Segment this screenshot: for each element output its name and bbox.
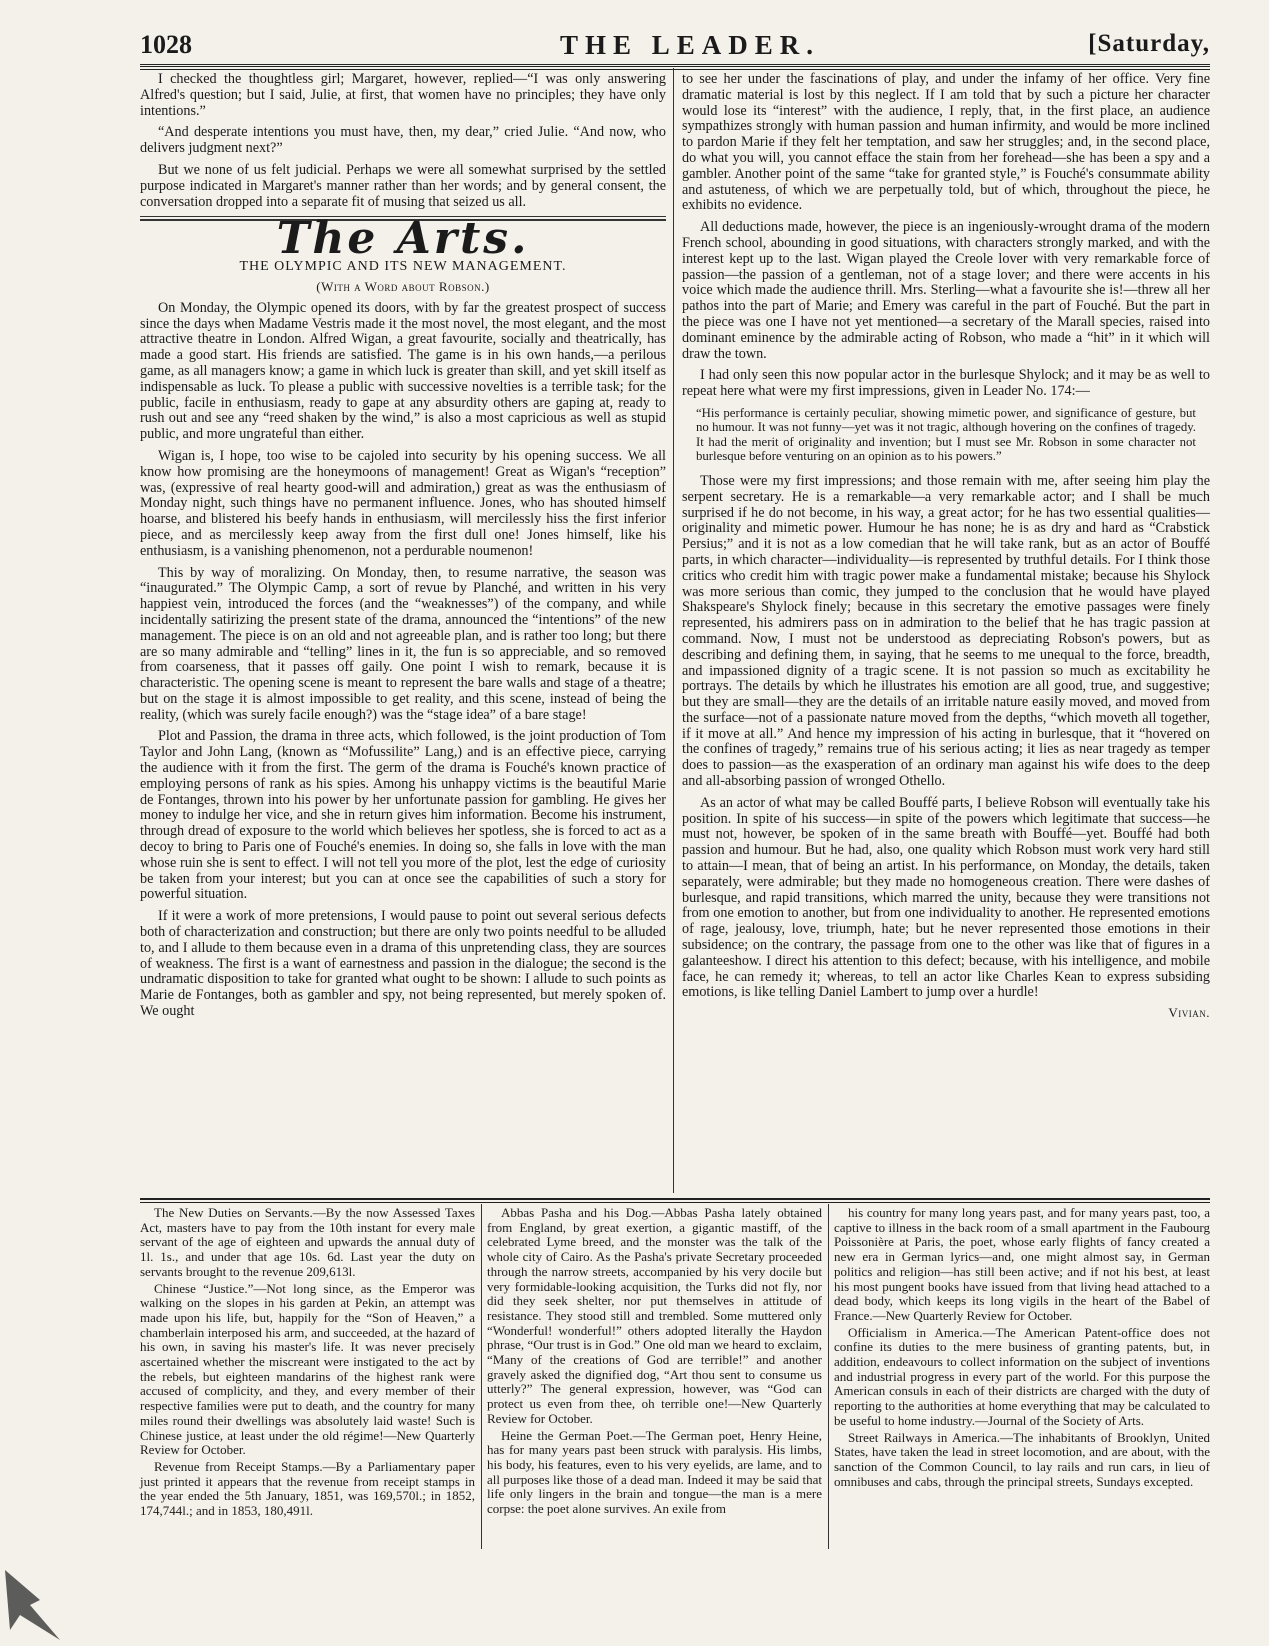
news-column-3	[834, 1206, 1210, 1491]
intro-paragraph: But we none of us felt judicial. Perhaps we were all somewhat surprised by the settled purpose indicated in Margaret's manner rather than her words; and by general consent, the conversation dropped into a separate fit of musing that seized us all.	[140, 161, 666, 210]
news-column-2	[487, 1206, 822, 1519]
bottom-rule	[140, 1198, 1210, 1200]
column-divider	[673, 68, 674, 1193]
issue-day: [Saturday,	[1088, 30, 1210, 57]
article-paragraph: Wigan is, I hope, too wise to be cajoled into security by his opening success. We all know how promising are the honeymoons of management! Great as Wigan's “reception” was, (expressive of real hearty good-will and admiration,) great as was the enthusiasm of Monday night, such things have no permanent influence. Jones, who has shouted himself hoarse, and blistered his beefy hands in enthusiasm, will mercilessly hiss the first inferior piece, and as mercilessly keep away from the first dull one! Jones himself, like his enthusiasm, is a vanishing phenomenon, not a perdurable noumenon!	[140, 447, 666, 559]
news-item: Revenue from Receipt Stamps.—By a Parliamentary paper just printed it appears that the revenue from receipt stamps in the year ended the 5th January, 1851, was 169,570l.; in 1852, 174,744l.; and in 1853, 180,491l.	[140, 1458, 475, 1519]
intro-paragraph: I checked the thoughtless girl; Margaret, however, replied—“I was only answering Alfred's question; but I said, Julie, at first, that women have no principles; they have only intentions.”	[140, 71, 666, 119]
news-item: Heine the German Poet.—The German poet, Henry Heine, has for many years past been struck with paralysis. His limbs, his body, his features, even to his very eyelids, are lame, and to all purposes like those of a dead man. Indeed it may be said that life only lingers in the brain and tongue—the man is a mere corpse: the poet alone survives. An exile from	[487, 1427, 822, 1517]
block-quote: “His performance is certainly peculiar, showing mimetic power, and significance of gesture, but no humour. It was not funny—yet was it not tragic, although hovering on the confines of tragedy. It had the merit of originality and invention; but I must see Mr. Robson in some character not burlesque before venturing on an opinion as to his powers.”	[696, 405, 1196, 464]
page-number: 1028	[140, 30, 192, 59]
article-paragraph: to see her under the fascinations of play, and under the infamy of her office. Very fine dramatic material is lost by this neglect. If I am told that by such a picture her character would lose its “interest” with the audience, I reply, that, in the first place, an audience sympathizes strongly with human passion and human infirmity, and would be more inclined to pardon Marie if they felt her temptation, and saw her struggles; and, in the second place, do what you will, you cannot efface the stain from her forehead—she has been a spy and a gambler. Another point of the same “take for granted style,” is Fouché's consummate ability and astuteness, of which we are perpetually told, but of which, throughout the piece, he exhibits no evidence.	[682, 71, 1210, 214]
news-item: Officialism in America.—The American Patent-office does not confine its duties to the mere business of granting patents, but, in addition, endeavours to collect information on the subject of inventions and industrial progress in every part of the world. For this purpose the American consuls in each of their districts are charged with the duty of reporting to the authorities at home everything that may be calculated to be useful to home industry.—Journal of the Society of Arts.	[834, 1324, 1210, 1428]
bottom-rule-thin	[140, 1202, 1210, 1203]
news-item: Street Railways in America.—The inhabitants of Brooklyn, United States, have taken the lead in street locomotion, and are about, with the sanction of the Common Council, to lay rails and run cars, in lieu of omnibuses and cabs, through the principal streets, Sundays excepted.	[834, 1429, 1210, 1489]
page-header	[140, 30, 1210, 64]
article-paragraph: If it were a work of more pretensions, I would pause to point out several serious defects both of characterization and construction; but there are only two points needful to be alluded to, and I allude to them because even in a drama of this unpretending class, they are sources of weakness. The first is a want of earnestness and passion in the dialogue; the second is the undramatic disposition to take for granted what ought to be shown: I allude to such points as Marie de Fontanges, both as gambler and spy, not being represented, but merely spoken of. We ought	[140, 908, 666, 1020]
article-paragraph: All deductions made, however, the piece is an ingeniously-wrought drama of the modern French school, abounding in good situations, with characters strongly marked, and with the interest kept up to the last. Wigan played the Creole lover with very remarkable force of passion—the passion of a gentleman, not of a stage lover; and there were accents in his voice which made the audience thrill. Mrs. Sterling—what a favourite she is!—threw all her pathos into the part of Marie; and Emery was careful in the part of Fouché. But the part in the piece was one I have not yet mentioned—a secretary of the Marall species, raised into dominant eminence by the admirable acting of Robson, who made a “hit” in it which will draw the town.	[682, 219, 1210, 362]
news-item: Abbas Pasha and his Dog.—Abbas Pasha lately obtained from England, by great exertion, a gigantic mastiff, of the celebrated Lyme breed, and the monster was the talk of the whole city of Cairo. As the Pasha's private Secretary proceeded through the narrow streets, accompanied by his very docile but very formidable-looking acquisition, the Turks did not fly, nor did they seek shelter, nor put themselves in attitude of resistance. They stood still and trembled. Some muttered only “Wonderful! wonderful!” others adopted literally the Haydon phrase, “Our trust is in God.” One old man we heard to exclaim, “Many of the creations of God are terrible!” and another gravely asked the dignified dog, “Art thou sent to consume us utterly?” The general expression, however, was “God can protect us even from thee, oh terrible one!—New Quarterly Review for October.	[487, 1205, 822, 1426]
article-paragraph: Plot and Passion, the drama in three acts, which followed, is the joint production of Tom Taylor and John Lang, (known as “Mofussilite” Lang,) and is an effective piece, carrying the audience with it from the first. The germ of the drama is Fouché's known practice of employing persons of rank as his spies. Among his unhappy victims is the beautiful Marie de Fontanges, thrown into his power by her unfortunate passion for gambling. He gives her money to indulge her vice, and she in return gives him information. Become his instrument, through dread of exposure to the world which believes her spotless, she is forced to act as a decoy to bring to Paris one of Fouché's enemies. In doing so, she falls in love with the man whose ruin she is sent to effect. I will not tell you more of the plot, lest the edge of curiosity be taken from your interest; but you can at once see the capabilities of such a story for powerful situation.	[140, 728, 666, 903]
bottom-column-divider	[481, 1204, 482, 1549]
article-paragraph: This by way of moralizing. On Monday, then, to resume narrative, the season was “inaugurated.” The Olympic Camp, a sort of revue by Planché, and written in his very happiest vein, introduced the forces (and the “weaknesses”) of the company, and while incidentally satirizing the present state of the drama, announced the “intentions” of the new management. The piece is on an old and not agreeable plan, and is rather too long; but there are so many admirable and “telling” lines in it, the fun is so appreciable, and so removed from coarseness, that it passes off gaily. One point I wish to remark, because it is characteristic. The opening scene is meant to represent the bare walls and stage of a theatre; but on the stage it is almost impossible to get reality, and this scene, instead of being the reality, (which was surely facile enough?) was the “stage idea” of a bare stage!	[140, 564, 666, 723]
right-column	[682, 72, 1210, 1021]
author-signature: Vivian.	[1168, 1005, 1210, 1021]
header-rule	[140, 64, 1210, 67]
newspaper-title: THE LEADER.	[560, 30, 821, 60]
article-paragraph: I had only seen this now popular actor in the burlesque Shylock; and it may be as well to repeat here what were my first impressions, given in Leader No. 174:—	[682, 367, 1210, 400]
news-item: Chinese “Justice.”—Not long since, as the Emperor was walking on the slopes in his garden at Pekin, an attempt was made upon his life, but, happily for the “Son of Heaven,” a chamberlain interposed his arm, and succeeded, at the hazard of his own, in saving his master's life. It was never precisely ascertained whether the miscreant were instigated to the act by the rebels, but eighteen mandarins of the highest rank were accused of complicity, and they, and every member of their respective families were put to death, and the country for many miles round their dwellings was absolutely laid waste! Such is Chinese justice, at least under the old régime!—New Quarterly Review for October.	[140, 1280, 475, 1458]
news-column-1	[140, 1206, 475, 1521]
section-heading: The Arts.	[276, 213, 530, 265]
article-subtitle: (With a Word about Robson.)	[316, 278, 490, 294]
article-paragraph: As an actor of what may be called Bouffé parts, I believe Robson will eventually take his position. In spite of his success—in spite of the powers which legitimate that success—he must not, however, be spoken of in the same breath with Bouffé—yet. Bouffé had both passion and humour. But he had, also, one quality which Robson must work very hard still to attain—I mean, that of being an artist. In his performance, on Monday, the details, taken separately, were admirable; but they made no homogeneous creation. There were dashes of burlesque, and rapid transitions, which marred the unity, because they were transitions not from one emotion to another, but from one individuality to another. He represented emotions of rage, jealousy, love, triumph, hate; but he never represented those emotions in their subsidence; on the contrary, the passage from one to the other was like that of figures in a galanteeshow. I direct his attention to this defect; because, with his intelligence, and mobile face, he can remedy it; whereas, to tell an actor like Charles Kean to express subsiding emotions, is like telling Daniel Lambert to jump over a hurdle!	[682, 794, 1210, 1001]
article-paragraph: Those were my first impressions; and those remain with me, after seeing him play the serpent secretary. He is a remarkable—a very remarkable actor; and I shall be much surprised if he do not become, in his way, a great actor; for he has two essential qualities—originality and mimetic power. Humour he has none; he is as dry and hard as “Crabstick Persius;” and it is not as a low comedian that he will take rank, but as an actor of Bouffé parts, in which character—individuality—is represented by truthful details. For I think those critics who credit him with tragic power make a fundamental mistake; because his Shylock was more serious than comic, they jumped to the conclusion that he would have played Shakspeare's Shylock finely; because in this secretary the emotive passages were finely represented, his admirers pass on in admiration to the belief that he has tragic passion at command. Now, I must not be understood as depreciating Robson's powers, but as describing and defining them, in saying, that he seems to me unequal to the force, breadth, and impassioned dignity of a tragic scene. It is not passion so much as excitability he portrays. The details by which he illustrates his emotion are all good, true, and suggestive; but they are small—they are the details of an irritable nature easily moved, and moved from the surface—not of a passionate nature moved from the depths, “which moveth all together, if it move at all.” And hence my impression of his acting in burlesque, that it “hovered on the confines of tragedy,” remains true of his serious acting; it lies as near tragedy as temper does to passion—as the exasperation of an ordinary man against his wife does to the deep and all-absorbing passion of wronged Othello.	[682, 472, 1210, 790]
left-column	[140, 72, 666, 1026]
news-item: The New Duties on Servants.—By the now Assessed Taxes Act, masters have to pay from the 10th instant for every male servant of the age of eighteen and upwards the annual duty of 1l. 1s., and under that age 10s. 6d. Last year the duty on servants brought to the revenue 209,613l.	[140, 1205, 475, 1279]
article-title: THE OLYMPIC AND ITS NEW MANAGEMENT.	[239, 259, 567, 275]
article-paragraph: On Monday, the Olympic opened its doors, with by far the greatest prospect of success since the days when Madame Vestris made it the most novel, the most elegant, and the most attractive theatre in London. Alfred Wigan, a great favourite, socially and theatrically, has made a good start. His friends are satisfied. The game is in his own hands,—a perilous game, as all managers know; a game in which luck is greater than skill, and yet skill itself as indispensable as luck. To please a public with successive novelties is a terrible task; for the public, facile in enthusiasm, ready to gape at any absurdity others are gaping at, ready to rush out and see any “reed shaken by the wind,” is also a most capricious as well as stupid public, and more ungrateful than either.	[140, 299, 666, 443]
intro-paragraph: “And desperate intentions you must have, then, my dear,” cried Julie. “And now, who delivers judgment next?”	[140, 124, 666, 157]
news-item: his country for many long years past, and for many years past, too, a captive to illness in the back room of a small apartment in the Faubourg Poissonière at Paris, the poet, whose early flights of fancy created a new era in German lyrics—and, one might almost say, in German politics and religion—has still been active; and if not his best, at least his most pungent books have issued from that living head attached to a dead body, which keeps its long vigils in the heart of the Babel of France.—New Quarterly Review for October.	[834, 1205, 1210, 1323]
scan-smudge-mark	[0, 1560, 70, 1646]
header-rule-thin	[140, 69, 1210, 70]
bottom-column-divider	[828, 1204, 829, 1549]
